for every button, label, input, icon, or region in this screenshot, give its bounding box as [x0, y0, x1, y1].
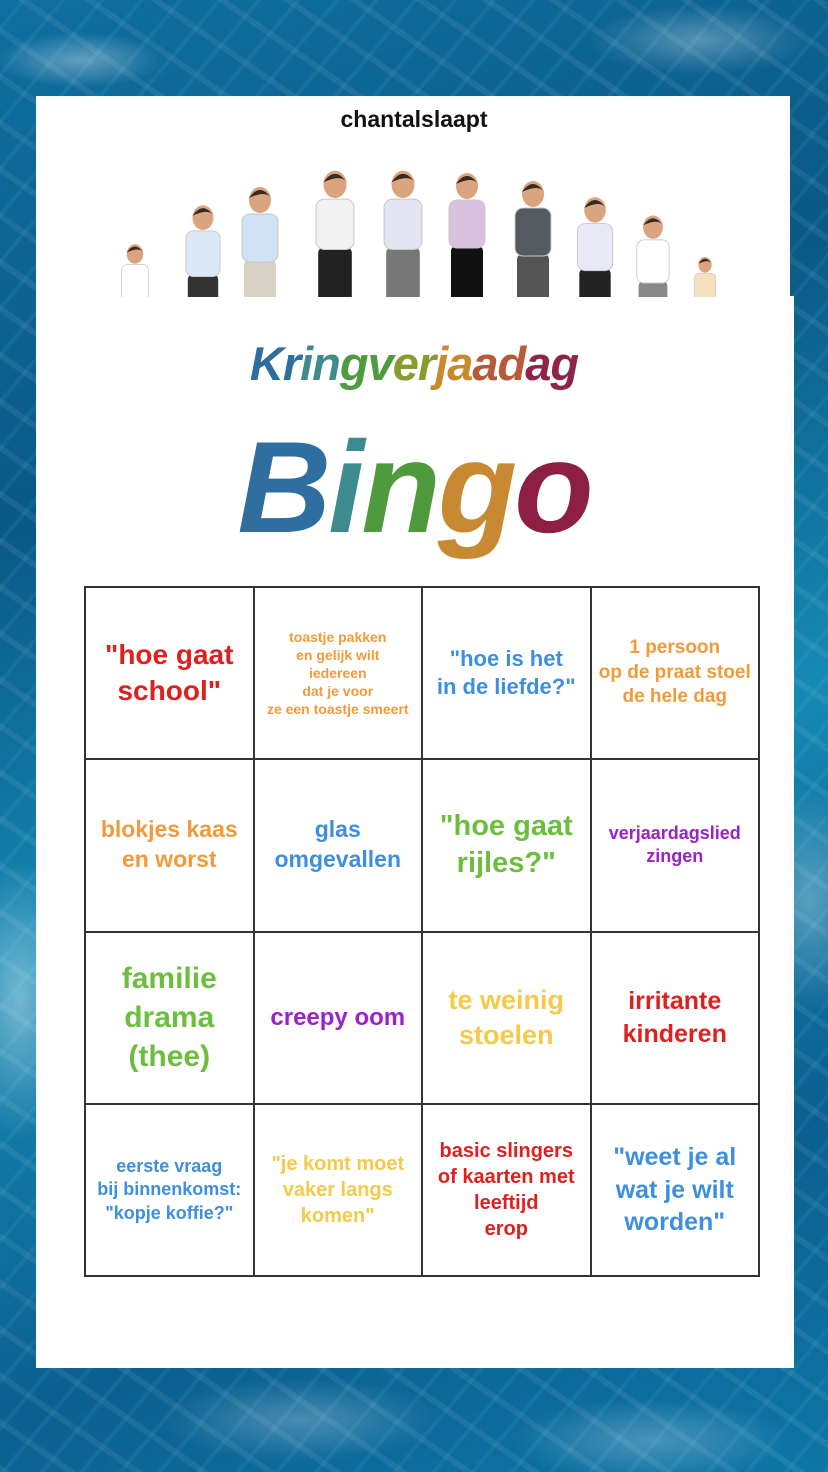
title-line2-segment: B	[237, 414, 329, 560]
person-figure	[186, 205, 220, 297]
bingo-cell: te weinig stoelen	[423, 933, 592, 1105]
people-looking-up-photo	[95, 160, 755, 297]
bingo-cell: creepy oom	[255, 933, 424, 1105]
title-bingo	[0, 412, 828, 562]
bingo-cell: blokjes kaas en worst	[86, 760, 255, 932]
title-line1-segment: gv	[339, 337, 393, 390]
title-line1-segment: Kr	[249, 337, 301, 390]
title-line2-segment: g	[437, 414, 515, 560]
bingo-cell: "je komt moet vaker langs komen"	[255, 1105, 424, 1277]
bingo-cell: irritante kinderen	[592, 933, 761, 1105]
person-figure	[316, 171, 354, 297]
title-line1-segment: ja	[435, 337, 473, 390]
person-figure	[637, 216, 669, 298]
bingo-cell: "hoe is het in de liefde?"	[423, 588, 592, 760]
title-line2-segment: i	[328, 414, 362, 560]
person-figure	[449, 173, 485, 297]
bingo-cell: toastje pakken en gelijk wilt iedereen dat je voor ze een toastje smeert	[255, 588, 424, 760]
person-figure	[515, 181, 551, 297]
bingo-cell: glas omgevallen	[255, 760, 424, 932]
bingo-cell: 1 persoon op de praat stoel de hele dag	[592, 588, 761, 760]
username-watermark: chantalslaapt	[340, 106, 488, 132]
title-line1-segment: in	[300, 337, 340, 390]
person-figure	[242, 187, 278, 297]
bingo-cell: "hoe gaat rijles?"	[423, 760, 592, 932]
title-line1-segment: ag	[525, 337, 579, 390]
title-kringverjaardag	[0, 336, 828, 391]
title-line2-segment: o	[514, 414, 591, 560]
person-figure	[384, 171, 422, 297]
person-figure	[694, 257, 716, 297]
bingo-cell: familie drama (thee)	[86, 933, 255, 1105]
title-line1-segment: er	[392, 337, 436, 390]
title-line2-segment: n	[361, 414, 438, 560]
title-line1-segment: ad	[472, 337, 526, 390]
person-figure	[122, 244, 149, 297]
bingo-cell: "hoe gaat school"	[86, 588, 255, 760]
bingo-cell: basic slingers of kaarten met leeftijd erop	[423, 1105, 592, 1277]
person-figure	[577, 197, 612, 297]
bingo-cell: eerste vraag bij binnenkomst: "kopje koffie?"	[86, 1105, 255, 1277]
bingo-cell: verjaardagslied zingen	[592, 760, 761, 932]
bingo-cell: "weet je al wat je wilt worden"	[592, 1105, 761, 1277]
bingo-grid	[84, 586, 760, 1277]
